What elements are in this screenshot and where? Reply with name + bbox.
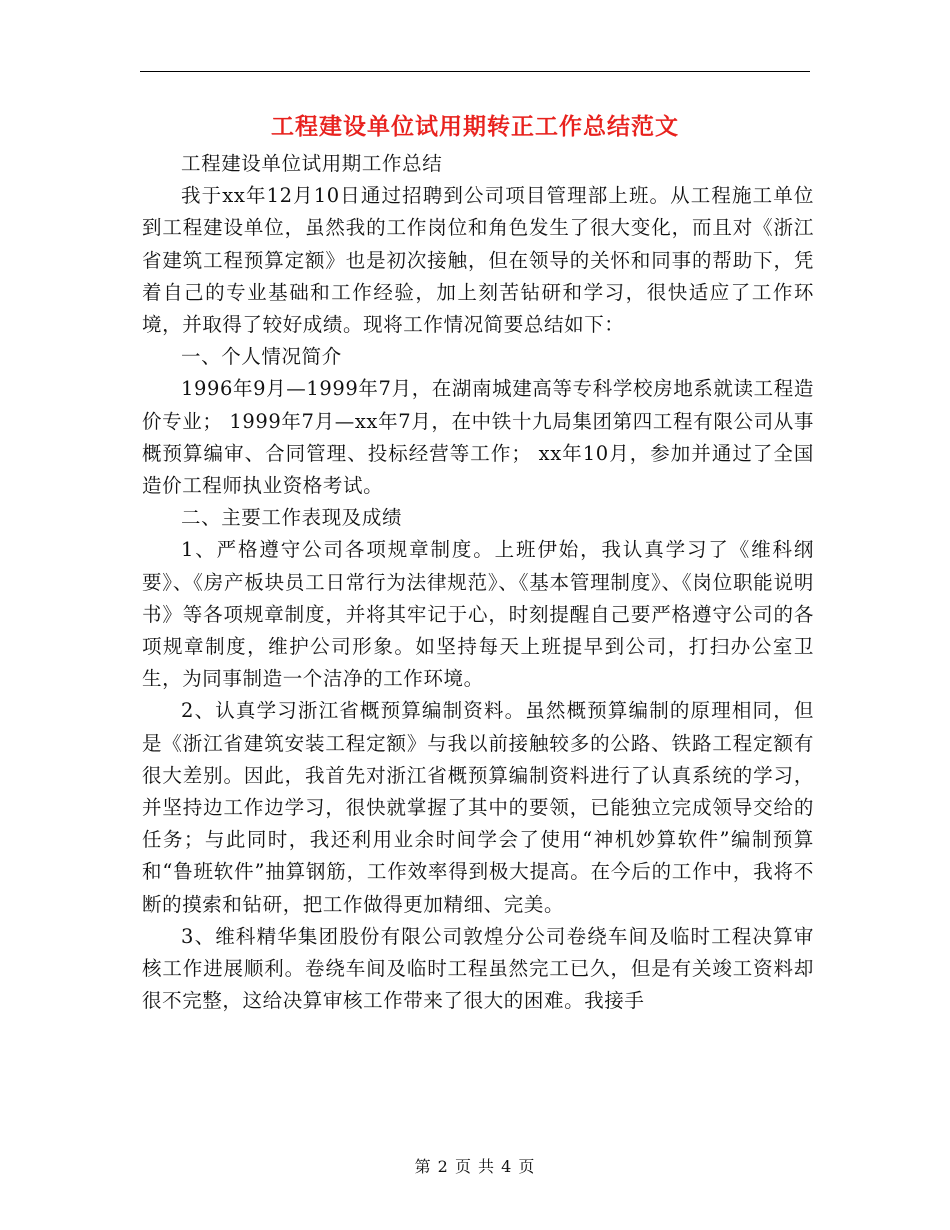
paragraph-item-1: 1、严格遵守公司各项规章制度。上班伊始，我认真学习了《维科纲要》、《房产板块员工日常行为法律规范》、《基本管理制度》、《岗位职能说明书》等各项规章制度，并将其牢记于心，时刻提醒自己要严格遵守公司的各项规章制度，维护公司形象。如坚持每天上班提早到公司，打扫办公室卫生，为同事制造一个洁净的工作环境。 (142, 538, 814, 691)
section-heading-personal: 一、个人情况简介 (181, 345, 342, 369)
header-rule (140, 71, 810, 72)
document-title: 工程建设单位试用期转正工作总结范文 (271, 113, 679, 140)
paragraph-item-2: 2、认真学习浙江省概预算编制资料。虽然概预算编制的原理相同，但是《浙江省建筑安装工程定额》与我以前接触较多的公路、铁路工程定额有很大差别。因此，我首先对浙江省概预算编制资料进行了认真系统的学习，并坚持边工作边学习，很快就掌握了其中的要领，已能独立完成领导交给的任务；与此同时，我还利用业余时间学会了使用“神机妙算软件”编制预算和“鲁班软件”抽算钢筋，工作效率得到极大提高。在今后的工作中，我将不断的摸索和钻研，把工作做得更加精细、完美。 (142, 699, 814, 916)
paragraph-intro: 我于xx年12月10日通过招聘到公司项目管理部上班。从工程施工单位到工程建设单位，虽然我的工作岗位和角色发生了很大变化，而且对《浙江省建筑工程预算定额》也是初次接触，但在领导的关怀和同事的帮助下，凭着自己的专业基础和工作经验，加上刻苦钻研和学习，很快适应了工作环境，并取得了较好成绩。现将工作情况简要总结如下： (142, 184, 814, 337)
document-body (142, 148, 814, 1017)
page-number-footer: 第 2 页 共 4 页 (414, 1157, 536, 1176)
paragraph-item-3: 3、维科精华集团股份有限公司敦煌分公司卷绕车间及临时工程决算审核工作进展顺利。卷绕车间及临时工程虽然完工已久，但是有关竣工资料却很不完整，这给决算审核工作带来了很大的困难。我接手 (142, 924, 814, 1013)
section-heading-work: 二、主要工作表现及成绩 (181, 506, 403, 530)
paragraph-personal-history: 1996年9月—1999年7月，在湖南城建高等专科学校房地系就读工程造价专业； 1999年7月—xx年7月，在中铁十九局集团第四工程有限公司从事概预算编审、合同管理、投标经营等工作； xx年10月，参加并通过了全国造价工程师执业资格考试。 (142, 377, 814, 498)
paragraph-subtitle: 工程建设单位试用期工作总结 (181, 152, 443, 175)
